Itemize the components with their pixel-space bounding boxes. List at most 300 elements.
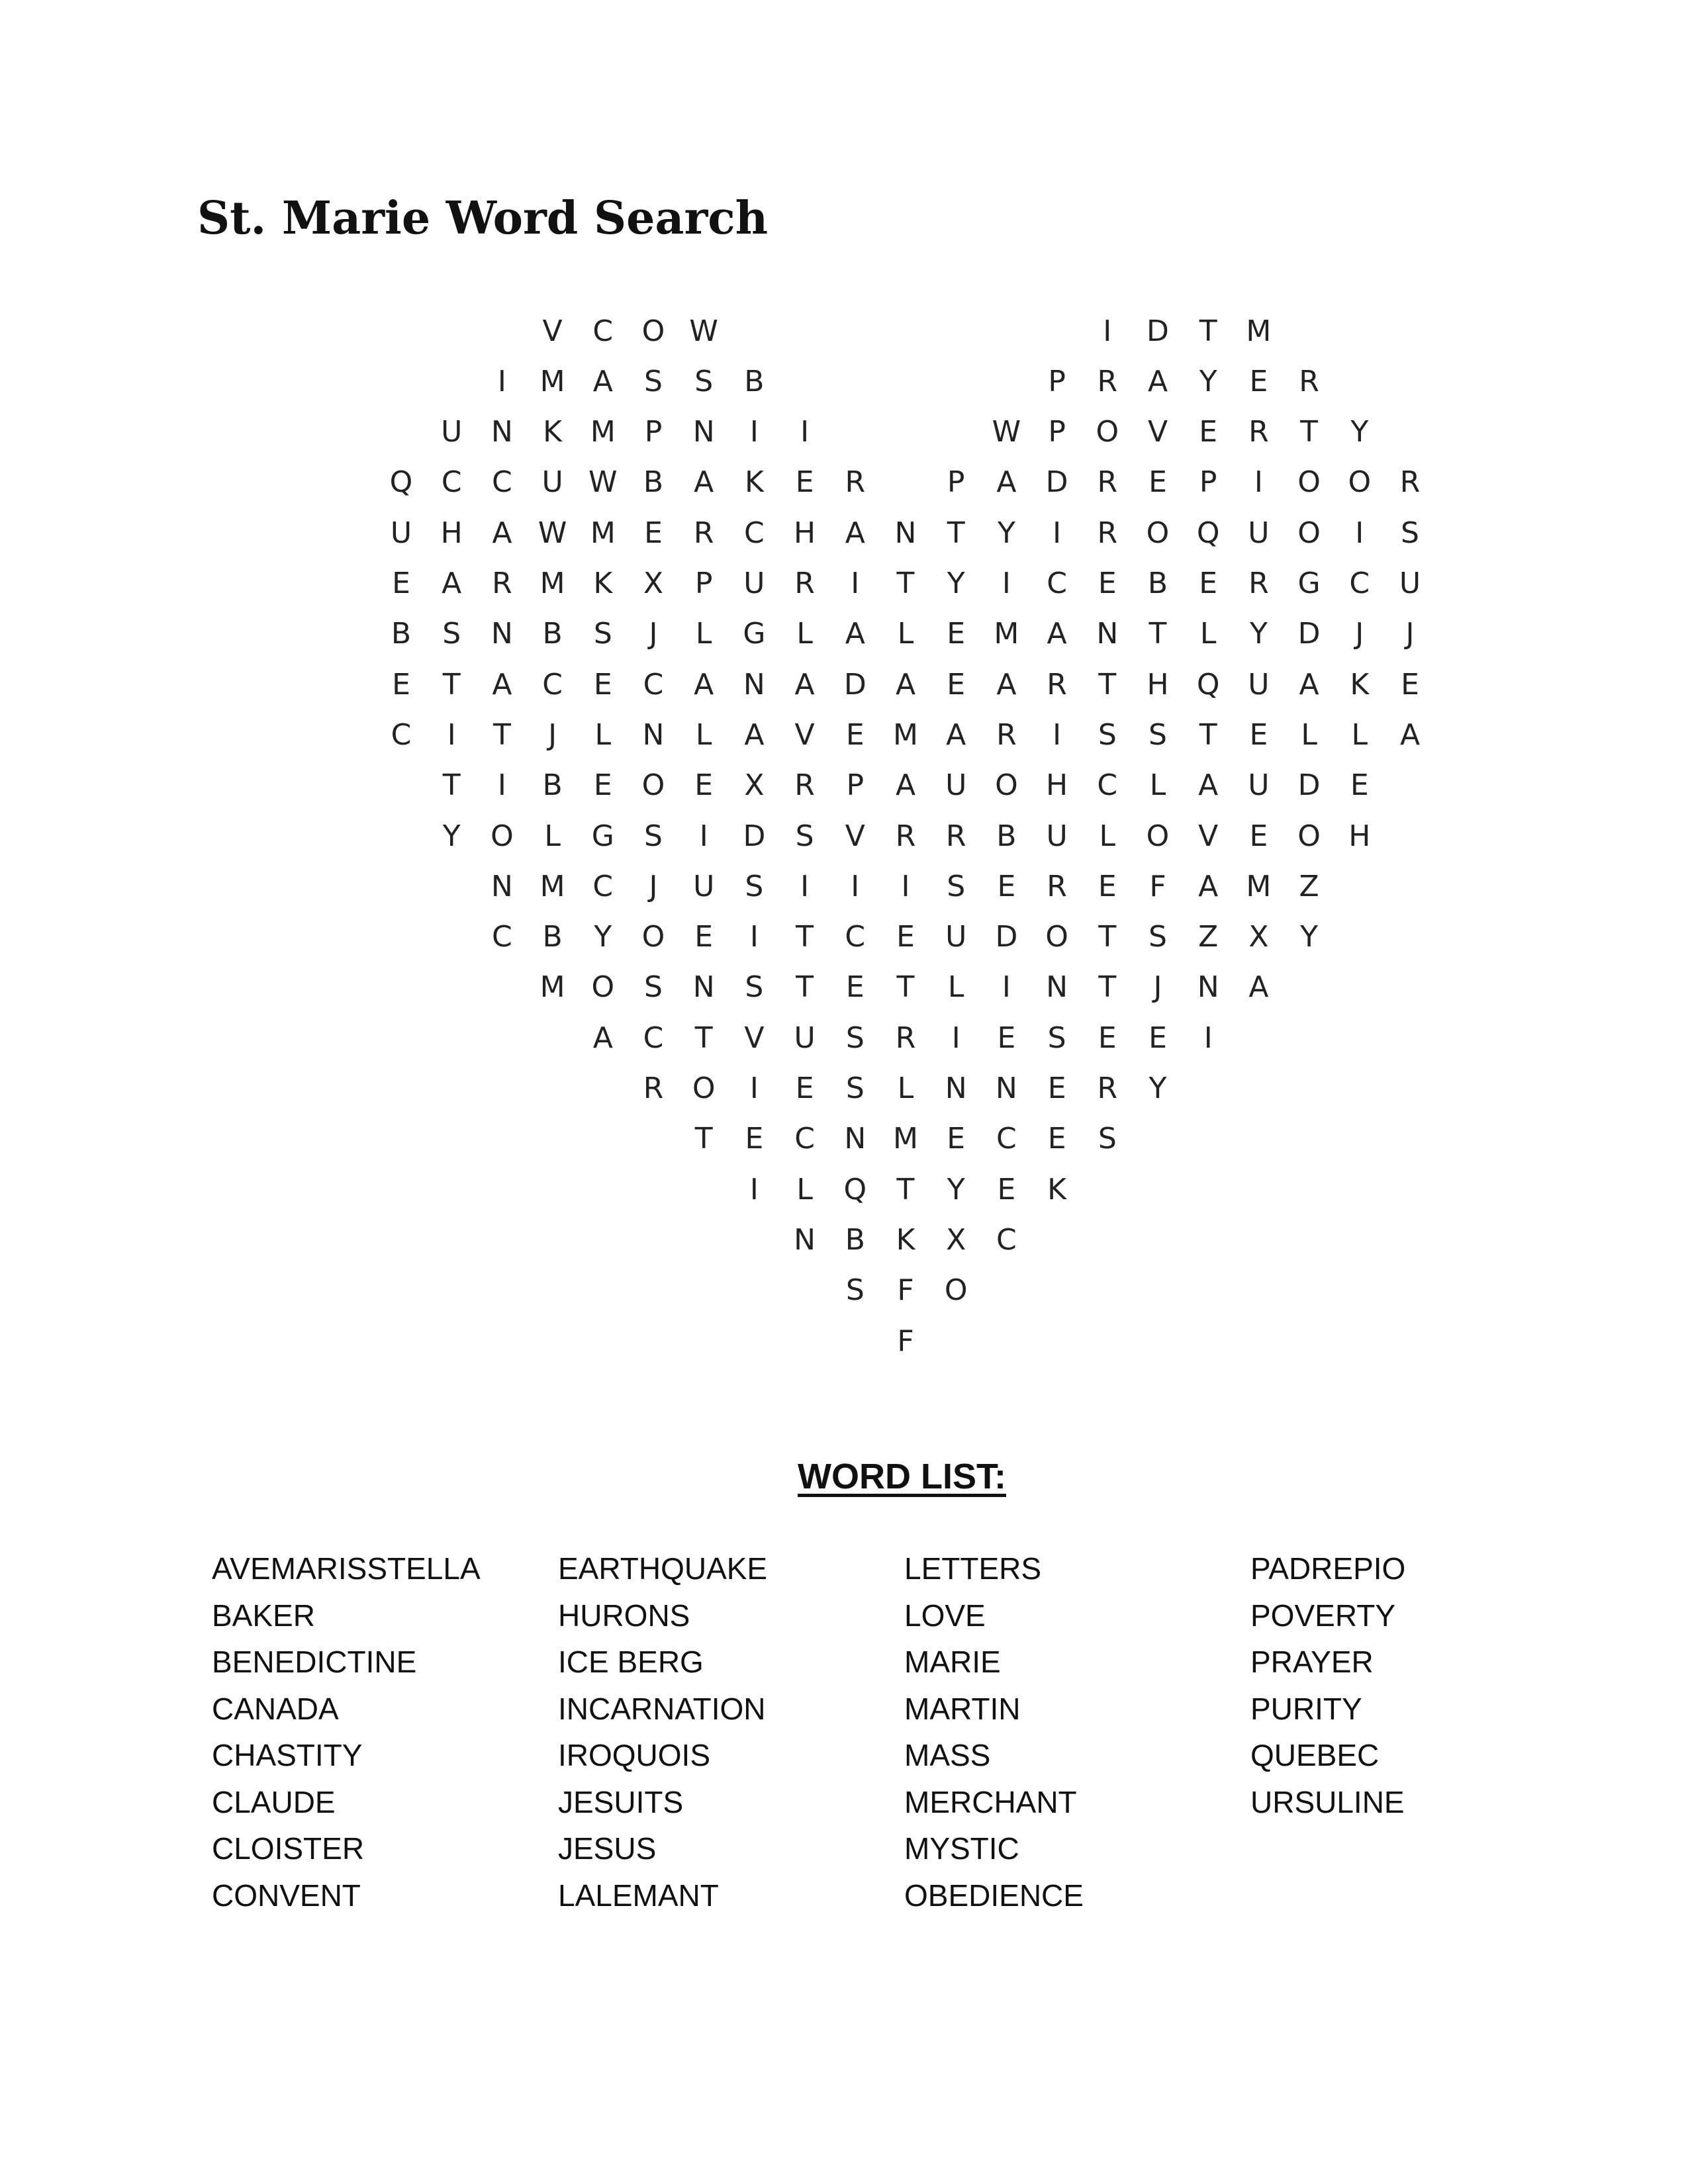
grid-letter: V (794, 717, 815, 752)
grid-letter: Y (1149, 1071, 1167, 1105)
word-list-item: OBEDIENCE (904, 1878, 1084, 1913)
grid-letter: T (442, 768, 461, 803)
grid-letter: H (1046, 768, 1068, 803)
grid-letter: M (539, 869, 565, 903)
grid-letter: U (541, 465, 563, 500)
grid-letter: O (591, 970, 615, 1005)
grid-letter: O (641, 768, 665, 803)
grid-letter: L (1351, 717, 1368, 752)
grid-letter: E (392, 667, 410, 702)
grid-letter: G (743, 617, 766, 651)
word-list-item: LALEMANT (558, 1878, 719, 1913)
grid-letter: Y (1249, 617, 1268, 651)
grid-letter: E (795, 465, 814, 500)
word-list-item: MARTIN (904, 1691, 1021, 1726)
grid-letter: L (1099, 819, 1116, 853)
grid-letter: W (588, 465, 618, 500)
grid-letter: S (947, 869, 966, 903)
grid-letter: L (1301, 717, 1317, 752)
grid-letter: A (794, 667, 815, 702)
grid-letter: O (1297, 465, 1321, 500)
grid-letter: Q (1196, 667, 1220, 702)
grid-letter: R (1047, 869, 1067, 903)
grid-letter: M (893, 717, 918, 752)
grid-letter: T (896, 970, 915, 1005)
grid-letter: U (1248, 768, 1270, 803)
grid-letter: Y (1199, 364, 1217, 398)
grid-letter: I (1053, 516, 1062, 550)
grid-letter: D (843, 667, 867, 702)
grid-letter: Y (997, 516, 1015, 550)
grid-letter: I (1254, 465, 1263, 500)
grid-letter: R (1299, 364, 1319, 398)
grid-letter: E (845, 970, 865, 1005)
grid-letter: W (689, 314, 718, 348)
grid-letter: T (492, 717, 511, 752)
grid-letter: I (749, 1172, 759, 1206)
grid-letter: S (1149, 717, 1167, 752)
grid-letter: C (845, 920, 866, 954)
grid-letter: V (744, 1021, 765, 1055)
grid-letter: U (945, 920, 967, 954)
word-list-item: PURITY (1250, 1691, 1362, 1726)
grid-letter: C (794, 1122, 815, 1156)
grid-letter: T (796, 970, 814, 1005)
grid-letter: N (1096, 617, 1119, 651)
grid-letter: Y (594, 920, 612, 954)
grid-letter: A (1147, 364, 1168, 398)
grid-letter: A (1399, 717, 1421, 752)
grid-letter: I (749, 920, 759, 954)
grid-letter: S (644, 970, 663, 1005)
grid-letter: A (592, 364, 613, 398)
word-list-item: POVERTY (1250, 1598, 1395, 1633)
grid-letter: B (996, 819, 1017, 853)
grid-letter: P (644, 415, 663, 449)
grid-letter: V (1147, 415, 1168, 449)
grid-letter: C (1047, 567, 1067, 600)
grid-letter: T (694, 1122, 713, 1156)
grid-letter: X (643, 567, 664, 600)
grid-letter: L (544, 819, 561, 853)
grid-letter: S (845, 1273, 865, 1308)
grid-letter: A (442, 567, 462, 600)
grid-letter: S (1098, 717, 1117, 752)
grid-letter: E (1098, 567, 1117, 600)
grid-letter: D (1147, 314, 1169, 348)
grid-letter: V (542, 314, 563, 348)
grid-letter: S (442, 617, 461, 651)
grid-letter: E (947, 667, 966, 702)
grid-letter: W (538, 516, 567, 550)
grid-letter: A (895, 768, 916, 803)
grid-letter: F (897, 1273, 914, 1308)
word-list-item: INCARNATION (558, 1691, 766, 1726)
word-list-heading: WORD LIST: (798, 1457, 1006, 1496)
grid-letter: S (745, 869, 764, 903)
grid-letter: R (643, 1071, 664, 1105)
grid-letter: U (1399, 567, 1421, 600)
grid-letter: E (1047, 1122, 1066, 1156)
grid-letter: L (1199, 617, 1217, 651)
grid-letter: A (1248, 970, 1269, 1005)
grid-letter: D (1045, 465, 1068, 500)
grid-letter: L (897, 1071, 914, 1105)
grid-letter: E (1249, 364, 1268, 398)
grid-letter: E (644, 516, 663, 550)
grid-letter: N (1197, 970, 1219, 1005)
grid-letter: W (992, 415, 1021, 449)
grid-letter: F (1149, 869, 1166, 903)
word-list-item: QUEBEC (1250, 1738, 1380, 1772)
grid-letter: O (1297, 516, 1321, 550)
grid-letter: G (591, 819, 614, 853)
grid-letter: Z (1299, 869, 1319, 903)
grid-letter: E (997, 1172, 1016, 1206)
grid-letter: I (1002, 970, 1011, 1005)
grid-letter: K (744, 465, 764, 500)
grid-letter: A (946, 717, 966, 752)
grid-letter: G (1297, 567, 1321, 600)
grid-letter: N (743, 667, 765, 702)
grid-letter: C (391, 717, 412, 752)
grid-letter: R (895, 819, 916, 853)
grid-letter: J (548, 717, 557, 752)
grid-letter: U (693, 869, 715, 903)
grid-letter: I (749, 1071, 759, 1105)
grid-letter: I (901, 869, 910, 903)
grid-letter: J (1405, 617, 1415, 651)
grid-letter: E (1350, 768, 1369, 803)
grid-letter: B (1147, 567, 1168, 600)
word-list-item: JESUITS (558, 1784, 684, 1819)
grid-letter: I (800, 415, 810, 449)
grid-letter: E (1199, 567, 1218, 600)
grid-letter: L (897, 617, 914, 651)
grid-letter: Y (442, 819, 461, 853)
grid-letter: A (492, 516, 512, 550)
grid-letter: C (592, 869, 614, 903)
page-title: St. Marie Word Search (197, 192, 769, 245)
word-list-column-3 (904, 1545, 1084, 1919)
word-list-item: ICE BERG (558, 1645, 704, 1679)
grid-letter: N (794, 1222, 816, 1257)
word-list-item: AVEMARISSTELLA (212, 1551, 481, 1586)
word-list-item: JESUS (558, 1831, 657, 1866)
grid-letter: O (1045, 920, 1068, 954)
word-list-column-1 (212, 1545, 481, 1919)
grid-letter: T (1149, 617, 1167, 651)
grid-letter: S (845, 1021, 865, 1055)
grid-letter: B (542, 617, 563, 651)
grid-letter: P (1199, 465, 1217, 500)
grid-letter: E (745, 1122, 764, 1156)
grid-letter: O (1146, 516, 1170, 550)
grid-letter: N (491, 617, 513, 651)
grid-letter: D (1297, 768, 1321, 803)
grid-letter: I (447, 717, 456, 752)
grid-letter: A (592, 1021, 613, 1055)
word-list-item: MERCHANT (904, 1784, 1077, 1819)
grid-letter: R (1399, 465, 1421, 500)
grid-letter: T (1300, 415, 1319, 449)
grid-letter: A (1198, 869, 1219, 903)
grid-letter: R (1248, 415, 1269, 449)
grid-letter: R (1097, 364, 1118, 398)
grid-letter: Q (389, 465, 413, 500)
word-list-item: LOVE (904, 1598, 986, 1633)
grid-letter: L (796, 1172, 813, 1206)
grid-letter: K (543, 415, 563, 449)
grid-letter: M (539, 970, 565, 1005)
grid-letter: E (1199, 415, 1218, 449)
grid-letter: E (1149, 465, 1167, 500)
word-list-item: PRAYER (1250, 1645, 1374, 1679)
grid-letter: I (800, 869, 810, 903)
grid-letter: A (1047, 617, 1067, 651)
grid-letter: O (995, 768, 1018, 803)
grid-letter: E (845, 717, 865, 752)
grid-letter: I (749, 415, 759, 449)
grid-letter: I (1355, 516, 1364, 550)
grid-letter: T (896, 567, 915, 600)
grid-letter: R (1097, 1071, 1118, 1105)
word-list-item: LETTERS (904, 1551, 1042, 1586)
grid-letter: A (1198, 768, 1219, 803)
grid-letter: C (1097, 768, 1118, 803)
word-list-item: BAKER (212, 1598, 315, 1633)
grid-letter: B (845, 1222, 865, 1257)
grid-letter: R (945, 819, 966, 853)
grid-letter: I (699, 819, 708, 853)
grid-letter: L (695, 717, 712, 752)
grid-letter: Q (1196, 516, 1220, 550)
grid-letter: O (692, 1071, 716, 1105)
grid-letter: D (995, 920, 1018, 954)
grid-letter: T (1199, 314, 1217, 348)
grid-letter: P (694, 567, 713, 600)
grid-letter: N (692, 415, 715, 449)
grid-letter: E (795, 1071, 814, 1105)
grid-letter: U (743, 567, 765, 600)
grid-letter: U (945, 768, 967, 803)
grid-letter: U (794, 1021, 816, 1055)
grid-letter: I (497, 364, 506, 398)
grid-letter: S (1149, 920, 1167, 954)
grid-letter: K (1047, 1172, 1067, 1206)
grid-letter: E (947, 1122, 966, 1156)
grid-letter: L (947, 970, 964, 1005)
grid-letter: A (744, 717, 765, 752)
grid-letter: C (492, 465, 512, 500)
grid-letter: R (794, 567, 815, 600)
grid-letter: N (491, 869, 513, 903)
word-list-item: CANADA (212, 1691, 339, 1726)
grid-letter: R (794, 768, 815, 803)
grid-letter: O (1297, 819, 1321, 853)
grid-letter: M (1246, 869, 1272, 903)
grid-letter: T (1098, 667, 1117, 702)
grid-letter: I (851, 869, 860, 903)
grid-letter: K (896, 1222, 915, 1257)
grid-letter: S (644, 819, 663, 853)
grid-letter: T (947, 516, 965, 550)
grid-letter: V (1198, 819, 1219, 853)
grid-letter: M (1246, 314, 1272, 348)
grid-letter: T (1098, 920, 1117, 954)
grid-letter: E (896, 920, 915, 954)
grid-letter: J (649, 869, 658, 903)
grid-letter: N (642, 717, 665, 752)
grid-letter: O (491, 819, 514, 853)
grid-letter: R (895, 1021, 916, 1055)
grid-letter: C (643, 1021, 664, 1055)
grid-letter: S (745, 970, 764, 1005)
grid-letter: H (440, 516, 463, 550)
grid-letter: E (1149, 1021, 1167, 1055)
word-list-item: MYSTIC (904, 1831, 1019, 1866)
grid-letter: S (694, 364, 714, 398)
grid-letter: D (743, 819, 766, 853)
grid-letter: A (996, 465, 1017, 500)
grid-letter: I (851, 567, 860, 600)
grid-letter: T (796, 920, 814, 954)
grid-letter: C (744, 516, 765, 550)
grid-letter: J (649, 617, 658, 651)
grid-letter: A (996, 667, 1017, 702)
grid-letter: C (996, 1222, 1017, 1257)
grid-letter: N (945, 1071, 967, 1105)
grid-letter: V (845, 819, 865, 853)
grid-letter: C (492, 920, 512, 954)
word-list-item: BENEDICTINE (212, 1645, 417, 1679)
grid-letter: A (845, 516, 865, 550)
grid-letter: R (1047, 667, 1067, 702)
word-list-item: CHASTITY (212, 1738, 363, 1772)
grid-letter: N (491, 415, 513, 449)
grid-letter: C (1349, 567, 1370, 600)
grid-letter: E (694, 768, 714, 803)
word-list-item: CONVENT (212, 1878, 361, 1913)
grid-letter: O (944, 1273, 968, 1308)
grid-letter: P (1048, 364, 1066, 398)
grid-letter: C (441, 465, 462, 500)
grid-letter: N (1046, 970, 1068, 1005)
grid-letter: K (593, 567, 613, 600)
grid-letter: N (995, 1071, 1017, 1105)
grid-letter: M (590, 516, 616, 550)
grid-letter: K (1350, 667, 1370, 702)
grid-letter: S (845, 1071, 865, 1105)
grid-letter: E (997, 869, 1016, 903)
grid-letter: E (1047, 1071, 1066, 1105)
grid-letter: E (947, 617, 966, 651)
grid-letter: T (896, 1172, 915, 1206)
grid-letter: M (539, 364, 565, 398)
word-list-item: URSULINE (1250, 1784, 1405, 1819)
grid-letter: I (1002, 567, 1011, 600)
grid-letter: E (1098, 869, 1117, 903)
grid-letter: T (694, 1021, 713, 1055)
grid-letter: L (695, 617, 712, 651)
grid-letter: P (846, 768, 865, 803)
grid-letter: E (997, 1021, 1016, 1055)
word-list-item: CLOISTER (212, 1831, 365, 1866)
grid-letter: Z (1198, 920, 1219, 954)
grid-letter: B (542, 920, 563, 954)
grid-letter: O (641, 314, 665, 348)
word-list-item: MASS (904, 1738, 991, 1772)
grid-letter: I (951, 1021, 961, 1055)
word-list-item: MARIE (904, 1645, 1001, 1679)
grid-letter: I (1053, 717, 1062, 752)
grid-letter: L (594, 717, 612, 752)
grid-letter: L (796, 617, 813, 651)
grid-letter: M (893, 1122, 918, 1156)
grid-letter: B (643, 465, 664, 500)
grid-letter: E (392, 567, 410, 600)
grid-letter: R (492, 567, 512, 600)
grid-letter: X (744, 768, 765, 803)
grid-letter: X (1248, 920, 1269, 954)
grid-letter: H (1147, 667, 1169, 702)
grid-letter: Q (843, 1172, 867, 1206)
grid-letter: S (593, 617, 612, 651)
grid-letter: Y (1350, 415, 1369, 449)
grid-letter: S (1401, 516, 1419, 550)
grid-letter: R (1248, 567, 1269, 600)
grid-letter: E (694, 920, 714, 954)
grid-letter: U (1248, 516, 1270, 550)
grid-letter: S (795, 819, 814, 853)
grid-letter: E (593, 768, 612, 803)
grid-letter: A (1299, 667, 1319, 702)
grid-letter: I (497, 768, 506, 803)
grid-letter: C (542, 667, 563, 702)
grid-letter: J (1355, 617, 1364, 651)
word-list-item: CLAUDE (212, 1784, 336, 1819)
grid-letter: A (492, 667, 512, 702)
grid-letter: M (590, 415, 616, 449)
word-list-item: HURONS (558, 1598, 690, 1633)
grid-letter: R (1097, 465, 1118, 500)
grid-letter: C (643, 667, 664, 702)
grid-letter: S (1047, 1021, 1066, 1055)
grid-letter: N (844, 1122, 867, 1156)
grid-letter: E (1098, 1021, 1117, 1055)
grid-letter: P (1048, 415, 1066, 449)
grid-letter: E (1401, 667, 1419, 702)
grid-letter: O (1146, 819, 1170, 853)
grid-letter: O (1096, 415, 1119, 449)
word-list-column-2 (558, 1545, 767, 1919)
grid-letter: S (644, 364, 663, 398)
grid-letter: E (1249, 717, 1268, 752)
grid-letter: S (1098, 1122, 1117, 1156)
grid-letter: D (1297, 617, 1321, 651)
grid-letter: R (996, 717, 1017, 752)
grid-letter: A (694, 667, 714, 702)
word-list-item: IROQUOIS (558, 1738, 711, 1772)
grid-letter: T (1098, 970, 1117, 1005)
grid-letter: T (1199, 717, 1217, 752)
grid-letter: A (694, 465, 714, 500)
grid-letter: R (1097, 516, 1118, 550)
grid-letter: U (1248, 667, 1270, 702)
grid-letter: C (996, 1122, 1017, 1156)
grid-letter: N (894, 516, 917, 550)
grid-letter: Y (947, 567, 965, 600)
